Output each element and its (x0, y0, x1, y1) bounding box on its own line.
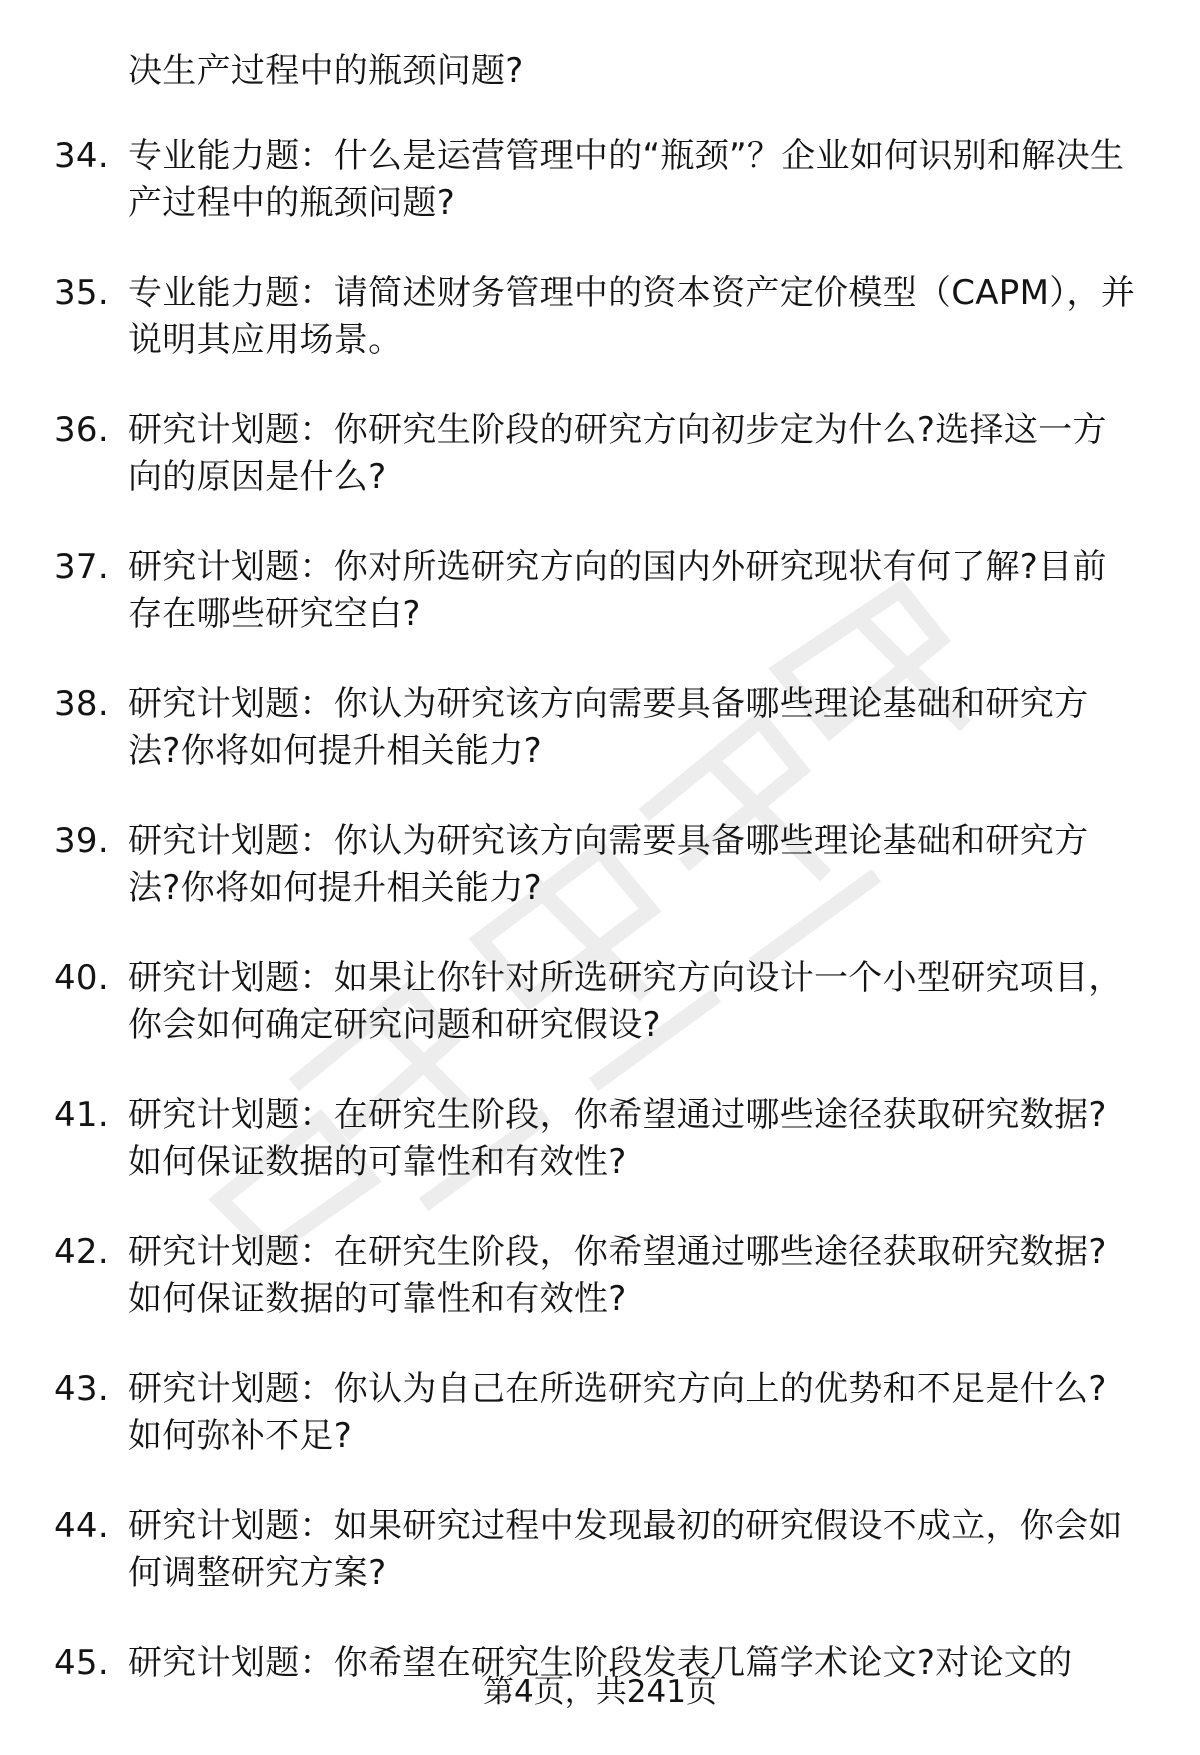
question-number: 37. (54, 547, 109, 587)
question-text: 研究计划题：在研究生阶段，你希望通过哪些途径获取研究数据?如何保证数据的可靠性和有效性? (128, 1232, 1107, 1319)
question-number: 43. (54, 1369, 109, 1409)
question-number: 45. (54, 1643, 109, 1683)
question-item (0, 544, 1200, 638)
question-item (0, 1366, 1200, 1460)
question-item (0, 1503, 1200, 1597)
question-text: 研究计划题：你对所选研究方向的国内外研究现状有何了解?目前存在哪些研究空白? (128, 547, 1107, 634)
question-number: 40. (54, 958, 109, 998)
question-text: 研究计划题：你认为研究该方向需要具备哪些理论基础和研究方法?你将如何提升相关能力? (128, 821, 1089, 908)
question-number: 44. (54, 1506, 109, 1546)
page-footer: 第4页，共241页 (483, 1674, 717, 1710)
continuation-line (0, 48, 1200, 95)
question-item (0, 1092, 1200, 1186)
question-list (0, 133, 1200, 1687)
question-item (0, 681, 1200, 775)
question-number: 34. (54, 136, 109, 176)
question-item (0, 955, 1200, 1049)
question-number: 42. (54, 1232, 109, 1272)
question-text: 研究计划题：如果研究过程中发现最初的研究假设不成立，你会如何调整研究方案? (128, 1506, 1123, 1593)
question-item (0, 407, 1200, 501)
question-text: 专业能力题：什么是运营管理中的“瓶颈”？企业如何识别和解决生产过程中的瓶颈问题? (128, 136, 1125, 223)
question-number: 39. (54, 821, 109, 861)
question-text: 专业能力题：请简述财务管理中的资本资产定价模型（CAPM），并说明其应用场景。 (128, 273, 1136, 360)
question-item (0, 1229, 1200, 1323)
question-number: 36. (54, 410, 109, 450)
question-text: 研究计划题：在研究生阶段，你希望通过哪些途径获取研究数据?如何保证数据的可靠性和有效性? (128, 1095, 1107, 1182)
question-text: 研究计划题：你希望在研究生阶段发表几篇学术论文?对论文的 (128, 1643, 1073, 1683)
question-item (0, 270, 1200, 364)
question-number: 38. (54, 684, 109, 724)
question-text: 研究计划题：你认为研究该方向需要具备哪些理论基础和研究方法?你将如何提升相关能力? (128, 684, 1089, 771)
question-text: 研究计划题：你研究生阶段的研究方向初步定为什么?选择这一方向的原因是什么? (128, 410, 1107, 497)
question-item (0, 818, 1200, 912)
question-item (0, 133, 1200, 227)
question-number: 41. (54, 1095, 109, 1135)
continuation-text: 决生产过程中的瓶颈问题? (128, 51, 524, 91)
question-text: 研究计划题：你认为自己在所选研究方向上的优势和不足是什么?如何弥补不足? (128, 1369, 1107, 1456)
question-text: 研究计划题：如果让你针对所选研究方向设计一个小型研究项目，你会如何确定研究问题和研究假设? (128, 958, 1123, 1045)
question-number: 35. (54, 273, 109, 313)
